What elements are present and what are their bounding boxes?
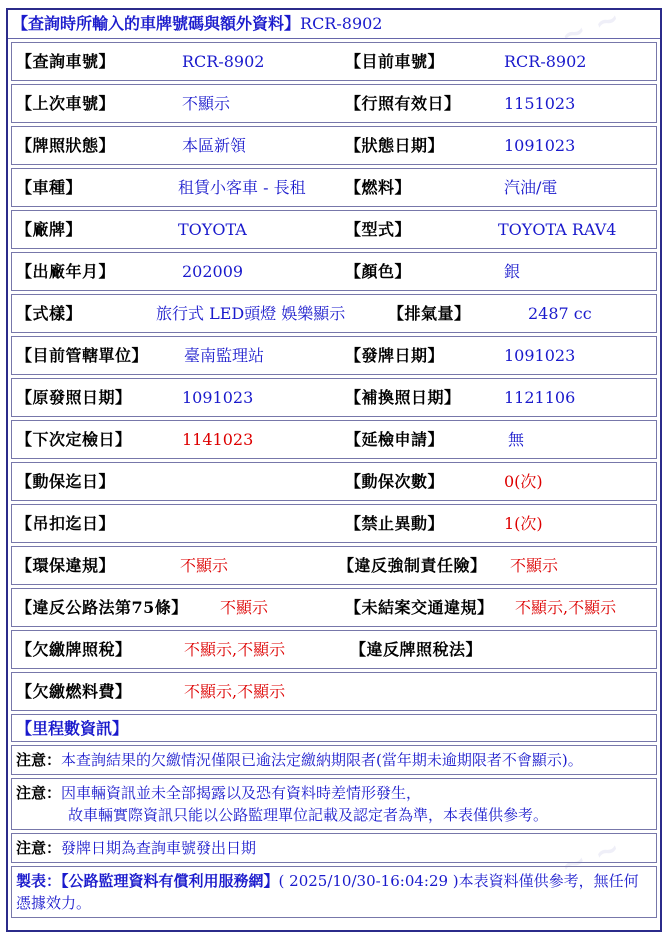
label-displacement: 【排氣量】 — [388, 304, 471, 323]
label-chattel-mortgage-end: 【動保迄日】 — [16, 472, 116, 491]
label-vehicle-type: 【車種】 — [16, 178, 83, 197]
label-current-plate: 【目前車號】 — [345, 52, 445, 71]
value-previous-plate: 不顯示 — [182, 94, 231, 113]
info-row-plate — [11, 42, 657, 81]
label-issue-date: 【發牌日期】 — [345, 346, 445, 365]
value-highway-act-violation: 不顯示 — [220, 598, 269, 617]
label-original-issue-date: 【原發照日期】 — [16, 388, 132, 407]
info-row-chattel — [11, 462, 657, 501]
info-row-inspection — [11, 420, 657, 459]
note-issue-date-text: 發牌日期為查詢車號發出日期 — [61, 839, 257, 857]
footer-label: 製表： — [16, 872, 62, 890]
label-license-valid: 【行照有效日】 — [345, 94, 461, 113]
label-previous-plate: 【上次車號】 — [16, 94, 116, 113]
value-insurance-violation: 不顯示 — [510, 556, 559, 575]
note-disclaimer-line1: 因車輛資訊並未全部揭露以及恐有資料時差情形發生， — [61, 784, 422, 802]
value-vehicle-type: 租賃小客車 - 長租 — [178, 178, 306, 197]
label-model: 【型式】 — [345, 220, 412, 239]
vehicle-report — [6, 8, 662, 932]
info-row-highway — [11, 588, 657, 627]
info-row-style — [11, 294, 657, 333]
note-label: 注意： — [16, 751, 62, 769]
note-label: 注意： — [16, 784, 62, 802]
info-row-suspension — [11, 504, 657, 543]
label-brand: 【廠牌】 — [16, 220, 83, 239]
label-unpaid-fuel-fee: 【欠繳燃料費】 — [16, 682, 132, 701]
label-plate-status: 【牌照狀態】 — [16, 136, 116, 155]
value-current-plate: RCR-8902 — [504, 52, 587, 71]
value-issue-date: 1091023 — [504, 346, 576, 365]
value-license-valid: 1151023 — [504, 94, 576, 113]
label-chattel-mortgage-count: 【動保次數】 — [345, 472, 445, 491]
value-plate-status: 本區新領 — [182, 136, 247, 155]
value-brand: TOYOTA — [178, 220, 247, 239]
report-title-text: 【查詢時所輸入的車牌號碼與額外資料】 — [12, 14, 301, 33]
value-style: 旅行式 LED頭燈 娛樂顯示 — [156, 304, 346, 323]
label-license-tax-violation: 【違反牌照稅法】 — [350, 640, 483, 659]
label-query-plate: 【查詢車號】 — [16, 52, 116, 71]
label-color: 【顏色】 — [345, 262, 412, 281]
info-row-type — [11, 168, 657, 207]
info-row-jurisdiction — [11, 336, 657, 375]
value-original-issue-date: 1091023 — [182, 388, 254, 407]
label-transfer-ban: 【禁止異動】 — [345, 514, 445, 533]
label-unpaid-license-tax: 【欠繳牌照稅】 — [16, 640, 132, 659]
value-fuel: 汽油/電 — [504, 178, 558, 197]
value-model: TOYOTA RAV4 — [498, 220, 617, 239]
note-unpaid-text: 本查詢結果的欠繳情況僅限已逾法定繳納期限者(當年期未逾期限者不會顯示)。 — [61, 751, 583, 769]
info-row-brand — [11, 210, 657, 249]
value-status-date: 1091023 — [504, 136, 576, 155]
value-reissue-date: 1121106 — [504, 388, 576, 407]
value-color: 銀 — [504, 262, 521, 281]
value-displacement: 2487 cc — [528, 304, 592, 323]
value-next-inspection: 1141023 — [182, 430, 254, 449]
note-disclaimer-line2: 故車輛實際資訊只能以公路監理單位記載及認定者為準，本表僅供參考。 — [68, 806, 549, 824]
value-query-plate: RCR-8902 — [182, 52, 265, 71]
label-inspection-extension: 【延檢申請】 — [345, 430, 445, 449]
info-row-environment — [11, 546, 657, 585]
info-row-fuel-fee — [11, 672, 657, 711]
info-row-status — [11, 126, 657, 165]
label-environment-violation: 【環保違規】 — [16, 556, 116, 575]
footer-tail: 本表資料僅供參考，無任何憑據效力。 — [16, 872, 639, 912]
label-status-date: 【狀態日期】 — [345, 136, 445, 155]
value-manufacture-date: 202009 — [182, 262, 244, 281]
label-traffic-violation: 【未結案交通違規】 — [345, 598, 494, 617]
info-row-previous — [11, 84, 657, 123]
label-jurisdiction: 【目前管轄單位】 — [16, 346, 149, 365]
info-row-original-issue — [11, 378, 657, 417]
label-highway-act-violation: 【違反公路法第75條】 — [16, 598, 188, 617]
value-unpaid-license-tax: 不顯示,不顯示 — [184, 640, 286, 659]
value-unpaid-fuel-fee: 不顯示,不顯示 — [184, 682, 286, 701]
value-environment-violation: 不顯示 — [180, 556, 229, 575]
report-title — [8, 10, 660, 39]
value-chattel-mortgage-count: 0(次) — [504, 472, 543, 491]
report-footer — [11, 866, 657, 918]
label-next-inspection: 【下次定檢日】 — [16, 430, 132, 449]
label-suspension-end: 【吊扣迄日】 — [16, 514, 116, 533]
label-insurance-violation: 【違反強制責任險】 — [338, 556, 487, 575]
info-row-manufacture — [11, 252, 657, 291]
mileage-section: 【里程數資訊】 — [11, 714, 657, 742]
label-reissue-date: 【補換照日期】 — [345, 388, 461, 407]
note-unpaid — [11, 745, 657, 775]
value-jurisdiction: 臺南監理站 — [184, 346, 265, 365]
report-title-plate: RCR-8902 — [300, 14, 383, 33]
note-disclaimer — [11, 778, 657, 830]
note-issue-date — [11, 833, 657, 863]
label-manufacture-date: 【出廠年月】 — [16, 262, 116, 281]
label-fuel: 【燃料】 — [345, 178, 412, 197]
footer-timestamp: ( 2025/10/30-16:04:29 ) — [278, 872, 459, 890]
note-label: 注意： — [16, 839, 62, 857]
footer-source: 【公路監理資料有償利用服務網】 — [61, 872, 279, 890]
info-row-license-tax — [11, 630, 657, 669]
label-style: 【式樣】 — [16, 304, 83, 323]
value-inspection-extension: 無 — [508, 430, 525, 449]
value-traffic-violation: 不顯示,不顯示 — [515, 598, 617, 617]
value-transfer-ban: 1(次) — [504, 514, 543, 533]
